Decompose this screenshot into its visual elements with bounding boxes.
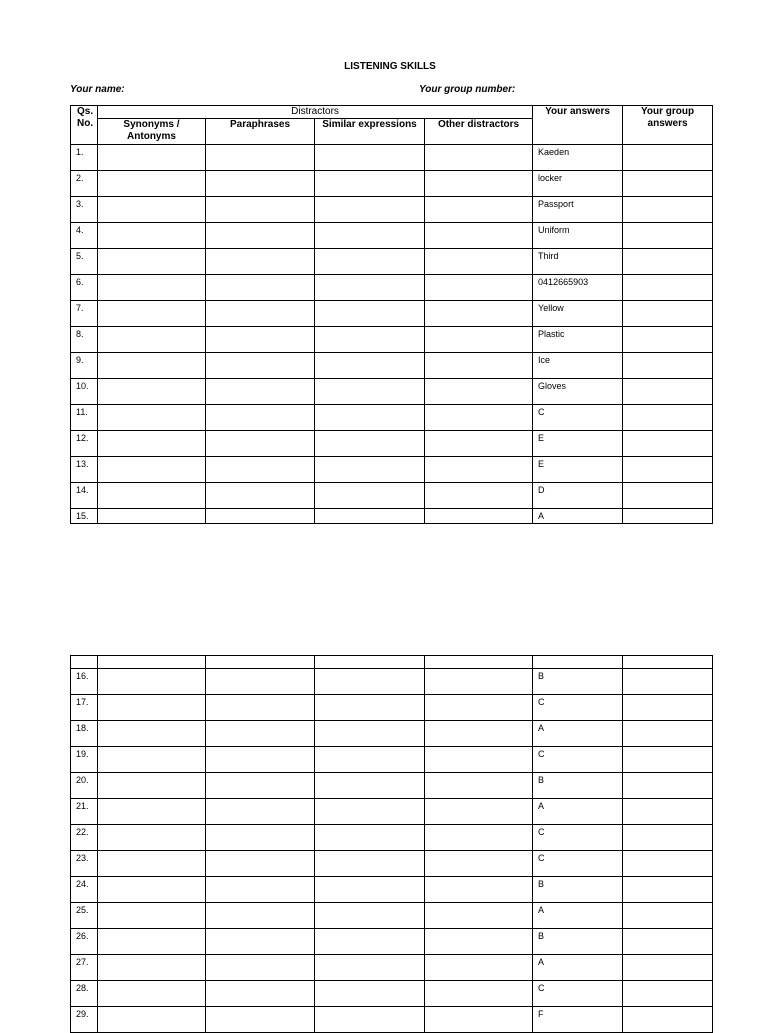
other-distractors-cell[interactable] [425,509,533,524]
your-answer-cell[interactable]: A [533,799,623,825]
group-answer-cell[interactable] [623,353,713,379]
blank-cell[interactable] [533,656,623,669]
synonyms-header [98,119,206,145]
other-distractors-cell[interactable] [425,669,533,695]
table-row [71,509,713,524]
synonyms-cell[interactable] [98,197,206,223]
table-row [71,171,713,197]
table-row [71,903,713,929]
paraphrases-cell[interactable] [206,981,315,1007]
table-row [71,825,713,851]
other-distractors-cell[interactable] [425,405,533,431]
synonyms-cell[interactable] [98,825,206,851]
other-distractors-cell[interactable] [425,1007,533,1033]
your-answer-cell[interactable]: E [533,457,623,483]
other-distractors-cell[interactable] [425,249,533,275]
similar-expressions-header: Similar expressions [315,119,425,145]
similar-expressions-cell[interactable] [315,773,425,799]
synonyms-cell[interactable] [98,695,206,721]
similar-expressions-cell[interactable] [315,903,425,929]
synonyms-cell[interactable] [98,353,206,379]
synonyms-cell[interactable] [98,903,206,929]
synonyms-cell[interactable] [98,431,206,457]
question-number: 22. [71,825,98,851]
your-answer-cell[interactable]: D [533,483,623,509]
antonyms-label: Antonyms [127,131,176,142]
similar-expressions-cell[interactable] [315,301,425,327]
group-answer-cell[interactable] [623,929,713,955]
group-answer-cell[interactable] [623,509,713,524]
synonyms-cell[interactable] [98,509,206,524]
paraphrases-cell[interactable] [206,825,315,851]
table-row [71,695,713,721]
question-number: 28. [71,981,98,1007]
paraphrases-cell[interactable] [206,955,315,981]
other-distractors-header: Other distractors [425,119,533,145]
table-row [71,955,713,981]
group-answer-cell[interactable] [623,171,713,197]
similar-expressions-cell[interactable] [315,457,425,483]
similar-expressions-cell[interactable] [315,955,425,981]
table-row [71,747,713,773]
synonyms-cell[interactable] [98,223,206,249]
question-number: 21. [71,799,98,825]
table-row [71,877,713,903]
paraphrases-header: Paraphrases [206,119,315,145]
question-number: 6. [71,275,98,301]
group-answers-header [623,106,713,145]
group-answer-cell[interactable] [623,1007,713,1033]
question-number: 10. [71,379,98,405]
synonyms-cell[interactable] [98,483,206,509]
group-answer-cell[interactable] [623,431,713,457]
other-distractors-cell[interactable] [425,223,533,249]
other-distractors-cell[interactable] [425,301,533,327]
question-number: 1. [71,145,98,171]
answer-table-2 [70,655,713,1033]
paraphrases-cell[interactable] [206,249,315,275]
paraphrases-cell[interactable] [206,405,315,431]
question-number: 15. [71,509,98,524]
group-answer-cell[interactable] [623,405,713,431]
your-answer-cell[interactable]: C [533,747,623,773]
blank-cell[interactable] [623,656,713,669]
question-number: 24. [71,877,98,903]
other-distractors-cell[interactable] [425,799,533,825]
similar-expressions-cell[interactable] [315,197,425,223]
other-distractors-cell[interactable] [425,379,533,405]
similar-expressions-cell[interactable] [315,145,425,171]
paraphrases-cell[interactable] [206,197,315,223]
your-answer-cell[interactable]: C [533,405,623,431]
similar-expressions-cell[interactable] [315,327,425,353]
table-row [71,669,713,695]
other-distractors-cell[interactable] [425,981,533,1007]
similar-expressions-cell[interactable] [315,171,425,197]
similar-expressions-cell[interactable] [315,249,425,275]
synonyms-cell[interactable] [98,669,206,695]
group-answer-cell[interactable] [623,747,713,773]
similar-expressions-cell[interactable] [315,509,425,524]
other-distractors-cell[interactable] [425,145,533,171]
paraphrases-cell[interactable] [206,275,315,301]
table-row [71,379,713,405]
paraphrases-cell[interactable] [206,145,315,171]
table-row [71,405,713,431]
similar-expressions-cell[interactable] [315,223,425,249]
group-answer-cell[interactable] [623,379,713,405]
paraphrases-cell[interactable] [206,301,315,327]
your-answer-cell[interactable]: Plastic [533,327,623,353]
other-distractors-cell[interactable] [425,747,533,773]
synonyms-cell[interactable] [98,721,206,747]
your-answer-cell[interactable]: B [533,773,623,799]
blank-cell[interactable] [98,656,206,669]
blank-cell[interactable] [315,656,425,669]
paraphrases-cell[interactable] [206,695,315,721]
table-row [71,145,713,171]
paraphrases-cell[interactable] [206,509,315,524]
question-number: 13. [71,457,98,483]
distractors-header: Distractors [98,106,533,119]
group-answer-cell[interactable] [623,721,713,747]
other-distractors-cell[interactable] [425,851,533,877]
similar-expressions-cell[interactable] [315,669,425,695]
your-answer-cell[interactable]: A [533,509,623,524]
synonyms-cell[interactable] [98,981,206,1007]
question-number: 20. [71,773,98,799]
synonyms-cell[interactable] [98,773,206,799]
similar-expressions-cell[interactable] [315,275,425,301]
similar-expressions-cell[interactable] [315,405,425,431]
other-distractors-cell[interactable] [425,721,533,747]
your-answer-cell[interactable]: F [533,1007,623,1033]
blank-cell[interactable] [425,656,533,669]
question-number: 19. [71,747,98,773]
your-answer-cell[interactable]: Kaeden [533,145,623,171]
blank-header-row [71,656,713,669]
table-row [71,301,713,327]
group-answer-cell[interactable] [623,799,713,825]
table-row [71,249,713,275]
question-number: 17. [71,695,98,721]
group-answer-cell[interactable] [623,327,713,353]
your-answer-cell[interactable]: Passport [533,197,623,223]
no-label: No. [77,118,94,129]
group-answer-cell[interactable] [623,903,713,929]
your-answer-cell[interactable]: 0412665903 [533,275,623,301]
paraphrases-cell[interactable] [206,431,315,457]
table-row [71,353,713,379]
blank-cell[interactable] [71,656,98,669]
paraphrases-cell[interactable] [206,327,315,353]
question-number: 11. [71,405,98,431]
group-answer-cell[interactable] [623,223,713,249]
group-answer-cell[interactable] [623,955,713,981]
paraphrases-cell[interactable] [206,223,315,249]
your-answer-cell[interactable]: A [533,955,623,981]
paraphrases-cell[interactable] [206,669,315,695]
question-number: 3. [71,197,98,223]
synonyms-cell[interactable] [98,327,206,353]
your-answer-cell[interactable]: locker [533,171,623,197]
group-answer-cell[interactable] [623,457,713,483]
question-number: 29. [71,1007,98,1033]
group-answer-cell[interactable] [623,877,713,903]
your-answers-header: Your answers [533,106,623,145]
synonyms-cell[interactable] [98,301,206,327]
question-number: 14. [71,483,98,509]
group-answer-cell[interactable] [623,197,713,223]
question-number: 26. [71,929,98,955]
paraphrases-cell[interactable] [206,171,315,197]
your-answer-cell[interactable]: C [533,825,623,851]
table-row [71,851,713,877]
paraphrases-cell[interactable] [206,483,315,509]
other-distractors-cell[interactable] [425,171,533,197]
synonyms-cell[interactable] [98,457,206,483]
question-number: 4. [71,223,98,249]
paraphrases-cell[interactable] [206,1007,315,1033]
other-distractors-cell[interactable] [425,327,533,353]
your-answer-cell[interactable]: Ice [533,353,623,379]
table-row [71,1007,713,1033]
synonyms-cell[interactable] [98,249,206,275]
group-answer-cell[interactable] [623,301,713,327]
synonyms-cell[interactable] [98,145,206,171]
other-distractors-cell[interactable] [425,877,533,903]
synonyms-cell[interactable] [98,405,206,431]
group-answer-cell[interactable] [623,275,713,301]
similar-expressions-cell[interactable] [315,851,425,877]
paraphrases-cell[interactable] [206,747,315,773]
table-row [71,929,713,955]
your-answer-cell[interactable]: A [533,903,623,929]
your-answer-cell[interactable]: Uniform [533,223,623,249]
synonyms-label: Synonyms / [123,119,180,130]
question-number: 25. [71,903,98,929]
question-number: 23. [71,851,98,877]
your-answer-cell[interactable]: B [533,669,623,695]
other-distractors-cell[interactable] [425,197,533,223]
your-answer-cell[interactable]: Third [533,249,623,275]
group-answer-cell[interactable] [623,825,713,851]
page-title: LISTENING SKILLS [344,61,436,72]
synonyms-cell[interactable] [98,171,206,197]
similar-expressions-cell[interactable] [315,799,425,825]
question-number: 8. [71,327,98,353]
group-answer-cell[interactable] [623,669,713,695]
table-row [71,721,713,747]
table-row [71,223,713,249]
group-answer-cell[interactable] [623,695,713,721]
group-answer-cell[interactable] [623,981,713,1007]
table-row [71,197,713,223]
synonyms-cell[interactable] [98,799,206,825]
group-answer-cell[interactable] [623,483,713,509]
other-distractors-cell[interactable] [425,353,533,379]
synonyms-cell[interactable] [98,877,206,903]
table-row [71,431,713,457]
question-number: 18. [71,721,98,747]
synonyms-cell[interactable] [98,747,206,773]
similar-expressions-cell[interactable] [315,353,425,379]
table-row [71,799,713,825]
other-distractors-cell[interactable] [425,955,533,981]
synonyms-cell[interactable] [98,851,206,877]
other-distractors-cell[interactable] [425,929,533,955]
your-name-label: Your name: [70,84,125,95]
your-answer-cell[interactable]: E [533,431,623,457]
other-distractors-cell[interactable] [425,773,533,799]
similar-expressions-cell[interactable] [315,981,425,1007]
paraphrases-cell[interactable] [206,353,315,379]
your-answer-cell[interactable]: A [533,721,623,747]
synonyms-cell[interactable] [98,275,206,301]
paraphrases-cell[interactable] [206,773,315,799]
other-distractors-cell[interactable] [425,483,533,509]
blank-cell[interactable] [206,656,315,669]
qs-no-header [71,106,98,145]
other-distractors-cell[interactable] [425,275,533,301]
similar-expressions-cell[interactable] [315,721,425,747]
your-answer-cell[interactable]: Gloves [533,379,623,405]
table-row [71,327,713,353]
group-answer-cell[interactable] [623,145,713,171]
synonyms-cell[interactable] [98,955,206,981]
paraphrases-cell[interactable] [206,457,315,483]
table-row [71,773,713,799]
group-answer-cell[interactable] [623,249,713,275]
similar-expressions-cell[interactable] [315,929,425,955]
similar-expressions-cell[interactable] [315,431,425,457]
your-answer-cell[interactable]: C [533,981,623,1007]
similar-expressions-cell[interactable] [315,877,425,903]
group-answers-label-1: Your group [640,106,695,117]
synonyms-cell[interactable] [98,379,206,405]
paraphrases-cell[interactable] [206,929,315,955]
group-answer-cell[interactable] [623,851,713,877]
group-answer-cell[interactable] [623,773,713,799]
paraphrases-cell[interactable] [206,721,315,747]
question-number: 2. [71,171,98,197]
your-answer-cell[interactable]: B [533,929,623,955]
qs-label: Qs. [77,106,94,117]
table-row [71,981,713,1007]
question-number: 5. [71,249,98,275]
question-number: 9. [71,353,98,379]
other-distractors-cell[interactable] [425,457,533,483]
question-number: 12. [71,431,98,457]
other-distractors-cell[interactable] [425,903,533,929]
your-answer-cell[interactable]: B [533,877,623,903]
paraphrases-cell[interactable] [206,877,315,903]
other-distractors-cell[interactable] [425,695,533,721]
similar-expressions-cell[interactable] [315,747,425,773]
your-answer-cell[interactable]: Yellow [533,301,623,327]
synonyms-cell[interactable] [98,929,206,955]
answer-table-1 [70,105,713,524]
paraphrases-cell[interactable] [206,799,315,825]
question-number: 27. [71,955,98,981]
paraphrases-cell[interactable] [206,379,315,405]
table-row [71,483,713,509]
table-row [71,275,713,301]
similar-expressions-cell[interactable] [315,483,425,509]
group-number-label: Your group number: [419,84,516,95]
table-row [71,457,713,483]
paraphrases-cell[interactable] [206,903,315,929]
similar-expressions-cell[interactable] [315,1007,425,1033]
similar-expressions-cell[interactable] [315,825,425,851]
question-number: 16. [71,669,98,695]
your-answer-cell[interactable]: C [533,851,623,877]
similar-expressions-cell[interactable] [315,379,425,405]
other-distractors-cell[interactable] [425,825,533,851]
question-number: 7. [71,301,98,327]
similar-expressions-cell[interactable] [315,695,425,721]
group-answers-label-2: answers [647,118,688,129]
paraphrases-cell[interactable] [206,851,315,877]
your-answer-cell[interactable]: C [533,695,623,721]
other-distractors-cell[interactable] [425,431,533,457]
synonyms-cell[interactable] [98,1007,206,1033]
